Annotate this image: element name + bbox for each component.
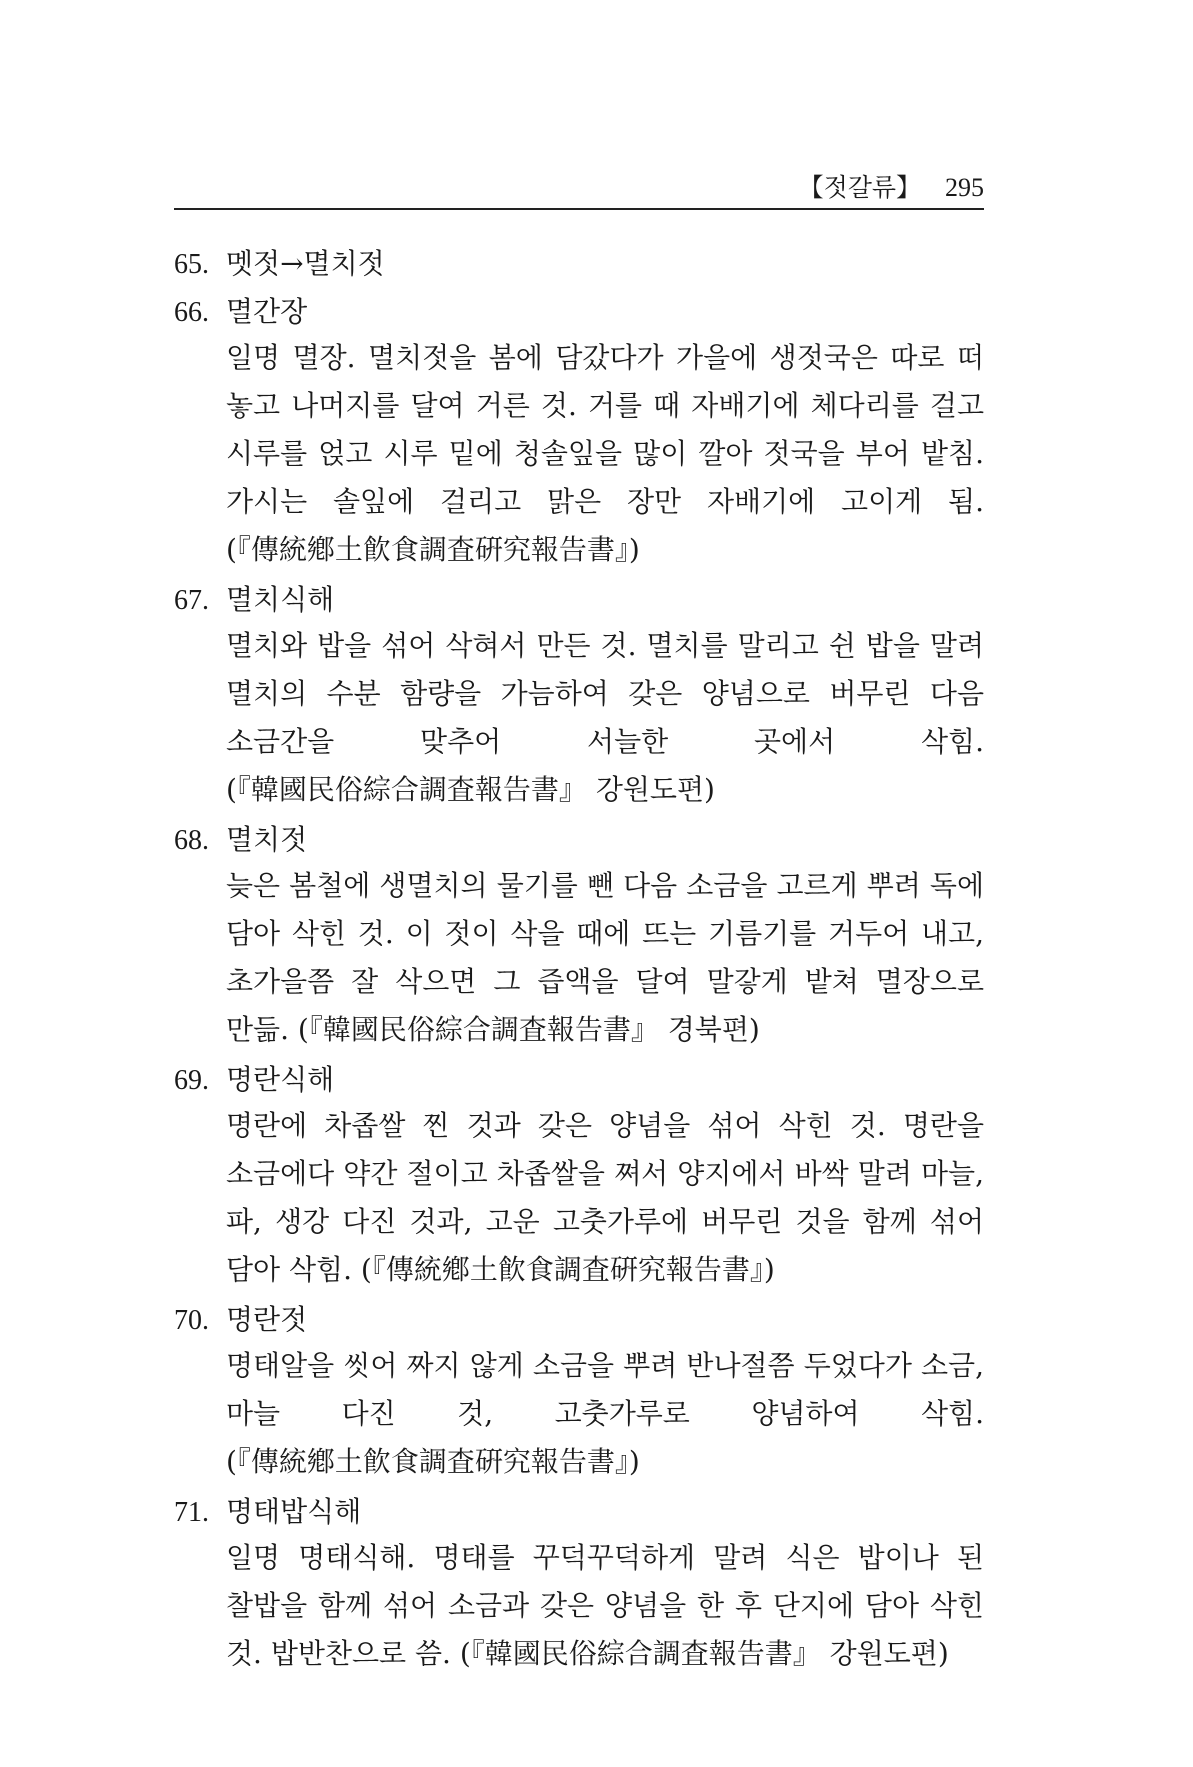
entry-description: 일명 멸장. 멸치젓을 봄에 담갔다가 가을에 생젓국은 따로 떠 놓고 나머지를 달여 거른 것. 거를 때 자배기에 체다리를 걸고 시루를 얹고 시루 밑에 청솔잎을 많이 깔아 젓국을 부어 밭침. 가시는 솔잎에 걸리고 맑은 장만 자배기에 고이게 됨. (『傳統鄕土飮食調査硏究報告書』) [226, 341, 984, 566]
entry-67 [174, 578, 984, 814]
entry-heading [174, 578, 984, 622]
entry-title: 명란젓 [226, 1303, 308, 1336]
entry-title: 명태밥식해 [226, 1495, 362, 1528]
entry-description: 멸치와 밥을 섞어 삭혀서 만든 것. 멸치를 말리고 쉰 밥을 말려 멸치의 수분 함량을 가늠하여 갖은 양념으로 버무린 다음 소금간을 맞추어 서늘한 곳에서 삭힘. (『韓國民俗綜合調査報告書』 강원도편) [226, 629, 984, 806]
entry-number: 68. [174, 825, 209, 856]
entry-number: 65. [174, 249, 209, 280]
page-number: 295 [945, 173, 984, 202]
entry-66 [174, 290, 984, 574]
entry-description: 명란에 차좁쌀 찐 것과 갖은 양념을 섞어 삭힌 것. 명란을 소금에다 약간 절이고 차좁쌀을 쪄서 양지에서 바싹 말려 마늘, 파, 생강 다진 것과, 고운 고춧가루에 버무린 것을 함께 섞어 담아 삭힘. (『傳統鄕土飮食調査硏究報告書』) [226, 1109, 984, 1286]
entry-description: 늦은 봄철에 생멸치의 물기를 뺀 다음 소금을 고르게 뿌려 독에 담아 삭힌 것. 이 젓이 삭을 때에 뜨는 기름기를 거두어 내고, 초가을쯤 잘 삭으면 그 즙액을 달여 말갛게 밭쳐 멸장으로 만듦. (『韓國民俗綜合調査報告書』 경북편) [226, 869, 984, 1046]
entry-list [174, 242, 984, 1678]
entry-69 [174, 1058, 984, 1294]
entry-number: 70. [174, 1305, 209, 1336]
entry-title: 명란식해 [226, 1063, 335, 1096]
entry-title: 멸치식해 [226, 583, 335, 616]
entry-71 [174, 1490, 984, 1678]
entry-number: 66. [174, 297, 209, 328]
entry-heading [174, 818, 984, 862]
running-header [174, 168, 984, 210]
entry-number: 67. [174, 585, 209, 616]
entry-heading [174, 290, 984, 334]
entry-70 [174, 1298, 984, 1486]
entry-title: 멸치젓 [226, 823, 308, 856]
entry-heading [174, 1058, 984, 1102]
entry-number: 69. [174, 1065, 209, 1096]
entry-title: 멸간장 [226, 295, 308, 328]
entry-heading [174, 1298, 984, 1342]
entry-description: 일명 명태식해. 명태를 꾸덕꾸덕하게 말려 식은 밥이나 된 찰밥을 함께 섞어 소금과 갖은 양념을 한 후 단지에 담아 삭힌 것. 밥반찬으로 씀. (『韓國民俗綜合調査報告書』 강원도편) [226, 1541, 984, 1670]
section-title: 【젓갈류】 [798, 173, 922, 202]
entry-65 [174, 242, 984, 286]
entry-title: 멧젓→멸치젓 [226, 247, 385, 280]
entry-description: 명태알을 씻어 짜지 않게 소금을 뿌려 반나절쯤 두었다가 소금, 마늘 다진 것, 고춧가루로 양념하여 삭힘. (『傳統鄕土飮食調査硏究報告書』) [226, 1349, 984, 1478]
entry-heading [174, 242, 984, 286]
entry-68 [174, 818, 984, 1054]
entry-number: 71. [174, 1497, 209, 1528]
entry-heading [174, 1490, 984, 1534]
